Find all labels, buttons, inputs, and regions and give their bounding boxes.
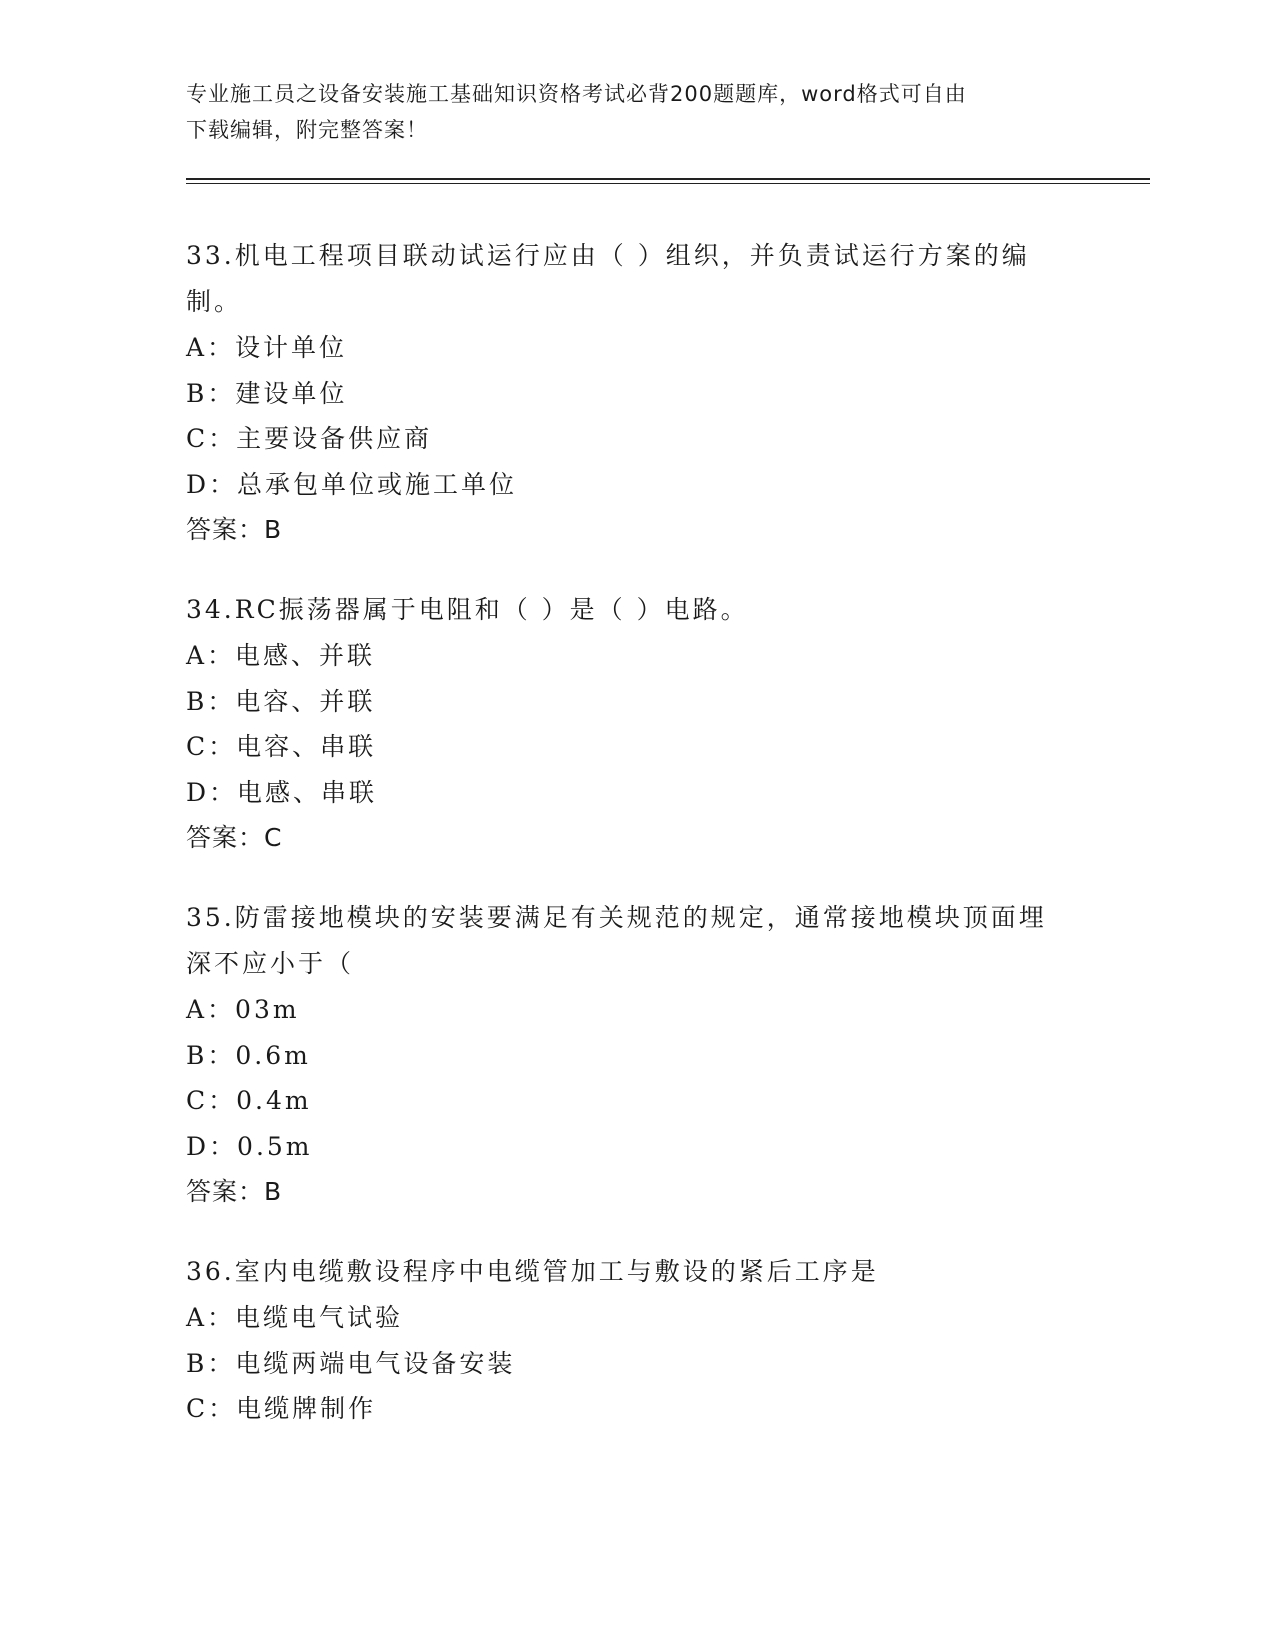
header-rule-thick bbox=[186, 178, 1150, 180]
document-header bbox=[186, 76, 1066, 148]
header-line-2: 下载编辑，附完整答案！ bbox=[186, 118, 428, 142]
question-stem bbox=[186, 895, 1086, 987]
question-stem-line: 36.室内电缆敷设程序中电缆管加工与敷设的紧后工序是 bbox=[186, 1257, 879, 1286]
question-stem-line: 制。 bbox=[186, 287, 243, 316]
answer-label: 答案：B bbox=[186, 515, 283, 544]
option-a: A：电感、并联 bbox=[186, 641, 376, 670]
option-d: D：0.5m bbox=[186, 1131, 313, 1161]
option-c: C：主要设备供应商 bbox=[186, 424, 433, 453]
question-36 bbox=[186, 1249, 1086, 1432]
option-c: C：电容、串联 bbox=[186, 732, 377, 761]
option-c: C：0.4m bbox=[186, 1086, 312, 1115]
option-d: D：总承包单位或施工单位 bbox=[186, 469, 518, 499]
question-stem-line: 34.RC振荡器属于电阻和（ ）是（ ）电路。 bbox=[186, 595, 749, 624]
option-d: D：电感、串联 bbox=[186, 777, 378, 807]
question-35 bbox=[186, 895, 1086, 1215]
question-stem-line: 35.防雷接地模块的安装要满足有关规范的规定，通常接地模块顶面埋 bbox=[186, 903, 1047, 932]
question-stem bbox=[186, 1249, 1086, 1295]
option-a: A：03m bbox=[186, 995, 300, 1024]
option-b: B：建设单位 bbox=[186, 378, 348, 408]
question-list bbox=[186, 233, 1086, 1466]
option-b: B：电容、并联 bbox=[186, 686, 376, 716]
question-stem bbox=[186, 233, 1086, 325]
option-b: B：电缆两端电气设备安装 bbox=[186, 1348, 516, 1378]
answer-label: 答案：B bbox=[186, 1177, 283, 1206]
question-stem-line: 33.机电工程项目联动试运行应由（ ）组织，并负责试运行方案的编 bbox=[186, 241, 1030, 270]
header-rule-thin bbox=[186, 183, 1150, 184]
question-stem bbox=[186, 587, 1086, 633]
option-b: B：0.6m bbox=[186, 1040, 311, 1070]
option-a: A：设计单位 bbox=[186, 333, 348, 362]
question-33 bbox=[186, 233, 1086, 553]
header-line-1: 专业施工员之设备安装施工基础知识资格考试必背200题题库，word格式可自由 bbox=[186, 82, 967, 106]
option-a: A：电缆电气试验 bbox=[186, 1303, 404, 1332]
question-34 bbox=[186, 587, 1086, 861]
option-c: C：电缆牌制作 bbox=[186, 1394, 377, 1423]
question-stem-line: 深不应小于（ bbox=[186, 949, 355, 978]
answer-label: 答案：C bbox=[186, 823, 283, 852]
